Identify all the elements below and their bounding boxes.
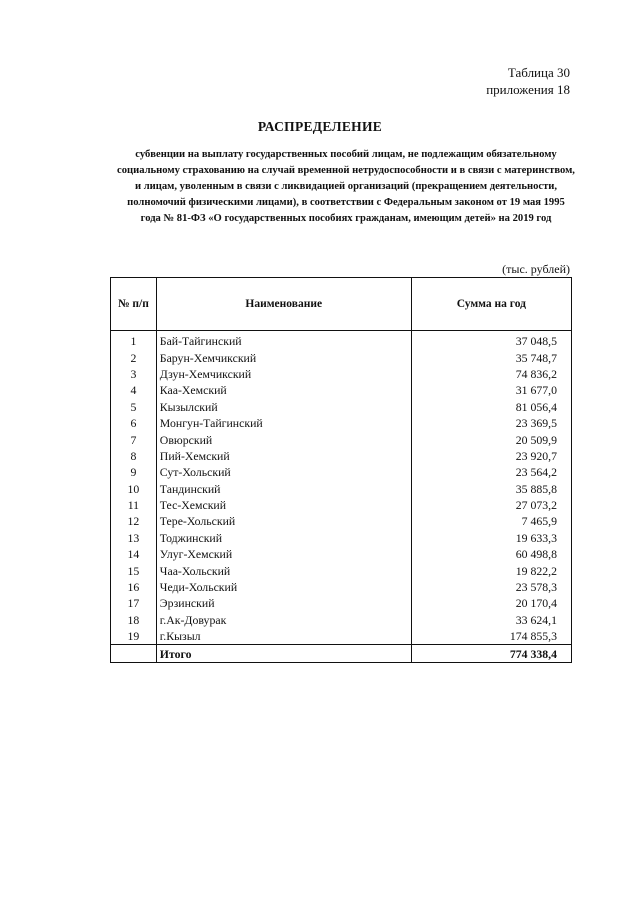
column-header-sum: Сумма на год [411,278,571,331]
row-number: 11 [111,497,157,513]
total-sum: 774 338,4 [411,645,571,663]
row-name: Тандинский [156,481,411,497]
table-total-row [111,645,572,663]
table-row [111,366,572,382]
row-sum: 20 170,4 [411,595,571,611]
appendix-number: приложения 18 [486,82,570,97]
row-number: 8 [111,448,157,464]
total-label: Итого [156,645,411,663]
row-sum: 23 369,5 [411,415,571,431]
row-name: Улуг-Хемский [156,546,411,562]
row-number: 16 [111,579,157,595]
row-name: Пий-Хемский [156,448,411,464]
row-sum: 7 465,9 [411,513,571,529]
row-name: Барун-Хемчикский [156,349,411,365]
row-sum: 27 073,2 [411,497,571,513]
row-name: Сут-Хольский [156,464,411,480]
table-row [111,612,572,628]
row-number: 17 [111,595,157,611]
table-row [111,448,572,464]
table-row [111,415,572,431]
row-name: Эрзинский [156,595,411,611]
row-number: 15 [111,562,157,578]
table-header-row [111,278,572,331]
row-name: Тере-Хольский [156,513,411,529]
table-body [111,331,572,663]
table-row [111,562,572,578]
table-row [111,382,572,398]
row-sum: 19 633,3 [411,530,571,546]
row-name: Кызылский [156,399,411,415]
table-row [111,481,572,497]
table-row [111,349,572,365]
table-row [111,431,572,447]
row-name: Чаа-Хольский [156,562,411,578]
row-sum: 23 920,7 [411,448,571,464]
row-name: Овюрский [156,431,411,447]
row-number: 3 [111,366,157,382]
row-sum: 23 564,2 [411,464,571,480]
row-number: 5 [111,399,157,415]
table-reference [486,64,570,98]
table-row [111,628,572,645]
row-sum: 31 677,0 [411,382,571,398]
row-name: Дзун-Хемчикский [156,366,411,382]
row-number: 18 [111,612,157,628]
row-sum: 60 498,8 [411,546,571,562]
row-name: Бай-Тайгинский [156,331,411,350]
row-sum: 37 048,5 [411,331,571,350]
table-row [111,399,572,415]
total-number-cell [111,645,157,663]
row-sum: 19 822,2 [411,562,571,578]
row-name: г.Ак-Довурак [156,612,411,628]
row-number: 4 [111,382,157,398]
row-number: 9 [111,464,157,480]
row-sum: 23 578,3 [411,579,571,595]
row-sum: 35 748,7 [411,349,571,365]
row-number: 6 [111,415,157,431]
row-number: 10 [111,481,157,497]
row-number: 13 [111,530,157,546]
row-name: Тес-Хемский [156,497,411,513]
table-number: Таблица 30 [507,65,570,80]
table-row [111,595,572,611]
row-sum: 81 056,4 [411,399,571,415]
table-row [111,497,572,513]
row-number: 14 [111,546,157,562]
row-sum: 174 855,3 [411,628,571,645]
document-title: РАСПРЕДЕЛЕНИЕ [257,119,383,134]
row-number: 12 [111,513,157,529]
row-name: Чеди-Хольский [156,579,411,595]
table-row [111,331,572,350]
row-number: 1 [111,331,157,350]
row-sum: 33 624,1 [411,612,571,628]
table-row [111,579,572,595]
row-name: Монгун-Тайгинский [156,415,411,431]
table-row [111,530,572,546]
row-number: 19 [111,628,157,645]
document-subtitle: субвенции на выплату государственных пособий лицам, не подлежащим обязательному социальному страхованию на случай временной нетрудоспособности и в связи с материнством, и лицам, уволенным в связи с ликвидацией организаций (прекращением деятельности, полномочий физическими лицами), в соответствии с Федеральным законом от 19 мая 1995 года № 81-ФЗ «О государственных пособиях гражданам, имеющим детей» на 2019 год [117,149,575,224]
row-number: 7 [111,431,157,447]
row-name: г.Кызыл [156,628,411,645]
distribution-table [110,277,572,663]
row-name: Тоджинский [156,530,411,546]
row-name: Каа-Хемский [156,382,411,398]
column-header-name: Наименование [156,278,411,331]
units-label: (тыс. рублей) [502,262,570,276]
table-row [111,546,572,562]
column-header-number: № п/п [111,278,157,331]
row-sum: 20 509,9 [411,431,571,447]
table-row [111,513,572,529]
row-sum: 74 836,2 [411,366,571,382]
row-sum: 35 885,8 [411,481,571,497]
table-row [111,464,572,480]
row-number: 2 [111,349,157,365]
